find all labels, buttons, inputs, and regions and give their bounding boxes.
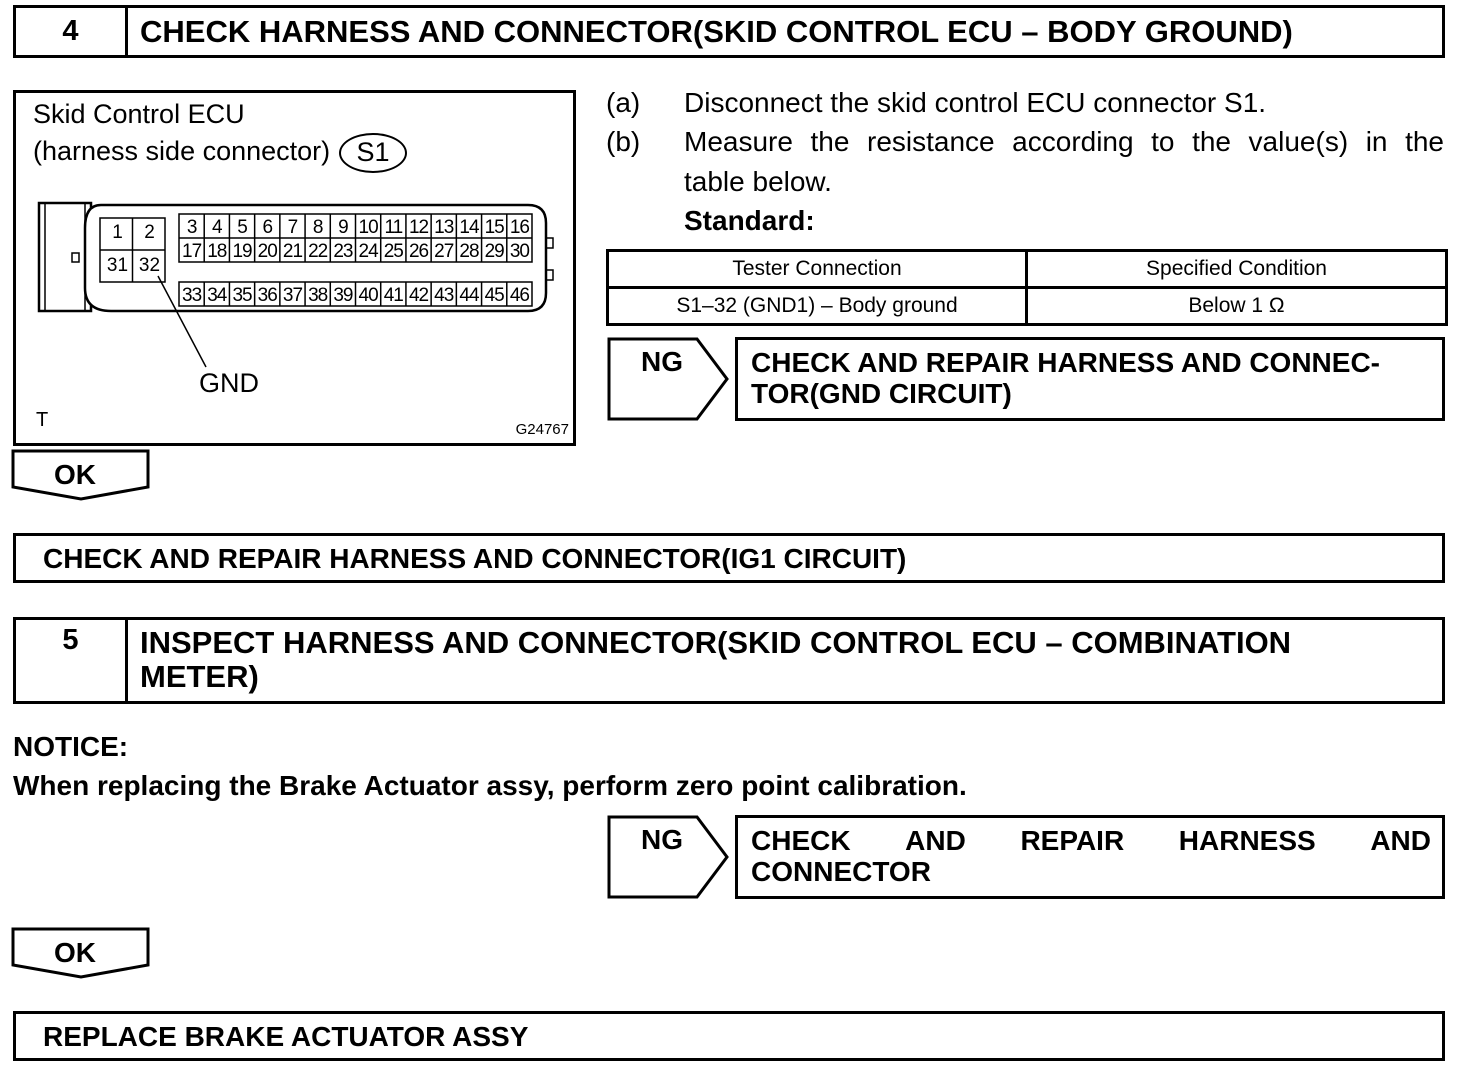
pin-4: 4: [212, 217, 222, 238]
pin-38: 38: [308, 285, 328, 306]
pin-1: 1: [112, 222, 123, 243]
step4-header: [13, 5, 1445, 58]
pin-30: 30: [509, 241, 529, 262]
ok-label-1: OK: [54, 459, 96, 490]
pin-2: 2: [144, 222, 155, 243]
ng-result-2-word5: AND: [1370, 825, 1431, 856]
ng-result-2-box: [735, 815, 1445, 899]
pin-26: 26: [408, 241, 429, 262]
pin-37: 37: [282, 285, 303, 306]
pin-16: 16: [509, 217, 529, 238]
pin-15: 15: [484, 217, 504, 238]
pin-8: 8: [312, 217, 323, 238]
notice-text: When replacing the Brake Actuator assy, perform zero point calibration.: [13, 770, 967, 801]
step5-number: 5: [16, 620, 128, 701]
ng-result-2-line1: [751, 825, 1431, 856]
pin-19: 19: [232, 241, 252, 262]
pin-46: 46: [509, 285, 529, 306]
pin-21: 21: [282, 241, 303, 262]
instruction-a-label: (a): [606, 87, 641, 118]
pin-9: 9: [338, 217, 348, 238]
pin-22: 22: [308, 241, 328, 262]
step5-title-line1: INSPECT HARNESS AND CONNECTOR(SKID CONTROL ECU – COMBINATION: [140, 625, 1292, 660]
pin-12: 12: [408, 217, 429, 238]
ng-result-2-word4: HARNESS: [1178, 825, 1316, 856]
pin-45: 45: [484, 285, 504, 306]
pin-39: 39: [333, 285, 353, 306]
pin-35: 35: [232, 285, 252, 306]
ng-label-1: NG: [641, 346, 683, 377]
diagram-label-line1: Skid Control ECU: [33, 99, 245, 129]
ng-result-2-line2: CONNECTOR: [751, 856, 931, 887]
pin-27: 27: [434, 241, 454, 262]
ng-result-1-box: [735, 337, 1445, 421]
pin-31: 31: [106, 255, 129, 276]
pin-7: 7: [287, 217, 298, 238]
pin-14: 14: [459, 217, 479, 238]
pin-29: 29: [484, 241, 504, 262]
connector-id: S1: [356, 137, 390, 167]
result-ig1-title: CHECK AND REPAIR HARNESS AND CONNECTOR(IG1 CIRCUIT): [43, 543, 907, 574]
step4-number: 4: [16, 8, 128, 55]
connector-diagram: [13, 90, 576, 446]
pin-36: 36: [257, 285, 277, 306]
step5-header: [13, 617, 1445, 704]
ng-result-1-line2: TOR(GND CIRCUIT): [751, 378, 1012, 409]
pin-17: 17: [182, 241, 202, 262]
pin-5: 5: [237, 217, 247, 238]
pin-43: 43: [434, 285, 454, 306]
step5-title-line2: METER): [140, 659, 259, 694]
pin-28: 28: [459, 241, 479, 262]
ng-result-2-word3: REPAIR: [1020, 825, 1125, 856]
pin-13: 13: [434, 217, 454, 238]
pin-6: 6: [262, 217, 273, 238]
pin-10: 10: [358, 217, 378, 238]
instruction-b-text-2: table below.: [684, 166, 832, 197]
cell-tester-connection: S1–32 (GND1) – Body ground: [608, 288, 1027, 325]
corner-code: T: [36, 409, 49, 431]
pin-42: 42: [408, 285, 429, 306]
ok-label-2: OK: [54, 937, 96, 968]
pin-3: 3: [186, 217, 197, 238]
pin-44: 44: [459, 285, 479, 306]
pin-41: 41: [383, 285, 403, 306]
notice-heading: NOTICE:: [13, 731, 129, 762]
standard-label: Standard:: [684, 205, 815, 236]
pin-32: 32: [138, 255, 161, 276]
connector-drawing: [16, 93, 573, 443]
header-specified-condition: Specified Condition: [1027, 251, 1447, 288]
spec-table: [606, 249, 1448, 326]
pin-33: 33: [182, 285, 202, 306]
instruction-b-label: (b): [606, 126, 641, 157]
result-ig1-box: [13, 533, 1445, 583]
ng-result-2-word1: CHECK: [751, 825, 851, 856]
instruction-a-text: Disconnect the skid control ECU connector S1.: [684, 87, 1267, 118]
figure-id: G24767: [515, 421, 569, 438]
pin-40: 40: [358, 285, 378, 306]
header-tester-connection: Tester Connection: [608, 251, 1027, 288]
pin-34: 34: [207, 285, 227, 306]
cell-specified-condition: Below 1 Ω: [1027, 288, 1447, 325]
pin-23: 23: [333, 241, 353, 262]
gnd-label: GND: [199, 368, 259, 398]
pin-24: 24: [358, 241, 378, 262]
pin-11: 11: [384, 217, 403, 238]
final-result-title: REPLACE BRAKE ACTUATOR ASSY: [43, 1021, 529, 1052]
ng-result-2-word2: AND: [905, 825, 966, 856]
pin-25: 25: [383, 241, 403, 262]
diagram-label-line2: (harness side connector): [33, 136, 331, 166]
instruction-b-text-1: Measure the resistance according to the value(s) in the: [684, 126, 1444, 157]
ng-result-1-line1: CHECK AND REPAIR HARNESS AND CONNEC-: [751, 347, 1380, 378]
step4-title: CHECK HARNESS AND CONNECTOR(SKID CONTROL ECU – BODY GROUND): [140, 14, 1293, 49]
pin-18: 18: [207, 241, 227, 262]
final-result-box: [13, 1011, 1445, 1061]
pin-20: 20: [257, 241, 277, 262]
ng-label-2: NG: [641, 824, 683, 855]
